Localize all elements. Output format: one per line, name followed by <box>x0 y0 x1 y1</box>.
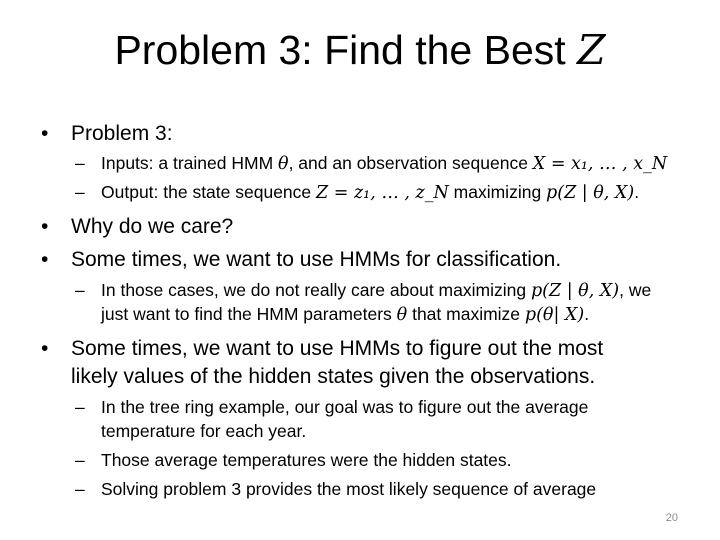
sub-bullet-tree-ring-line-2: temperature for each year. <box>101 421 307 441</box>
bullet-marker: • <box>41 122 49 145</box>
bullet-hidden-states-line-1: • Some times, we want to use HMMs to figure out the most <box>71 335 603 363</box>
sub-bullet-classification-line-1: – In those cases, we do not really care about maximizing p(Z | θ, X), we <box>75 280 652 301</box>
sub-bullet-tree-ring-line-1: – In the tree ring example, our goal was to figure out the average <box>75 397 589 417</box>
dash-marker: – <box>75 280 85 300</box>
sub-bullet-solving-problem-3: – Solving problem 3 provides the most likely sequence of average <box>75 479 597 499</box>
sub-bullet-inputs: – Inputs: a trained HMM θ, and an observation sequence X = x₁, … , x_N <box>75 153 668 174</box>
bullet-classification: • Some times, we want to use HMMs for classification. <box>71 246 561 274</box>
dash-marker: – <box>75 182 85 202</box>
sub-bullet-hidden-states: – Those average temperatures were the hidden states. <box>75 450 512 470</box>
dash-marker: – <box>75 450 85 470</box>
bullet-problem-3: • Problem 3: <box>71 120 173 148</box>
dash-marker: – <box>75 397 85 417</box>
bullet-hidden-states-line-2: likely values of the hidden states given the observations. <box>71 365 596 388</box>
dash-marker: – <box>75 479 85 499</box>
slide-title-variable: Z <box>577 26 606 74</box>
bullet-marker: • <box>41 215 49 238</box>
bullet-marker: • <box>41 248 49 271</box>
page-number: 20 <box>665 512 678 524</box>
slide-title-text: Problem 3: Find the Best <box>114 27 578 73</box>
bullet-marker: • <box>41 337 49 360</box>
bullet-why-care: • Why do we care? <box>71 213 233 241</box>
sub-bullet-output: – Output: the state sequence Z = z₁, … , z_N maximizing p(Z | θ, X). <box>75 182 640 203</box>
sub-bullet-classification-line-2: just want to find the HMM parameters θ that maximize p(θ| X). <box>101 304 590 325</box>
dash-marker: – <box>75 153 85 173</box>
